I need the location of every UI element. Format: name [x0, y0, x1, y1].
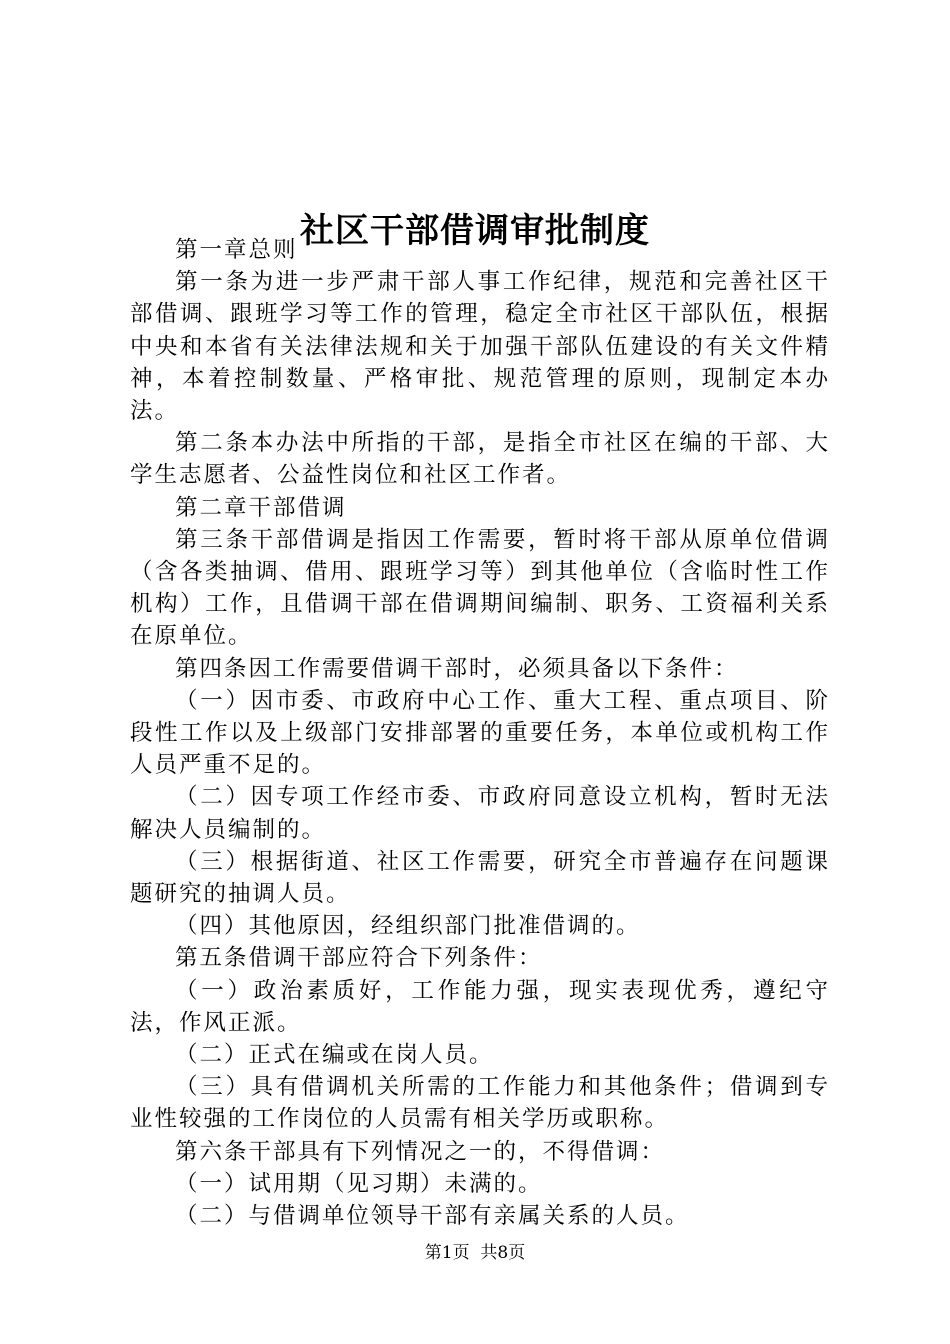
article-paragraph: 第五条借调干部应符合下列条件： [175, 945, 543, 972]
article-paragraph: 第六条干部具有下列情况之一的，不得借调： [175, 1138, 666, 1165]
list-item-paragraph: （三）具有借调机关所需的工作能力和其他条件；借调到专业性较强的工作岗位的人员需有相关学历或职称。 [130, 1074, 830, 1133]
chapter-heading: 第二章干部借调 [175, 494, 347, 521]
document-body [130, 234, 830, 1232]
list-item-paragraph: （二）与借调单位领导干部有亲属关系的人员。 [175, 1203, 690, 1230]
list-item-paragraph: （一）因市委、市政府中心工作、重大工程、重点项目、阶段性工作以及上级部门安排部署的重要任务，本单位或机构工作人员严重不足的。 [130, 687, 830, 779]
document-title: 社区干部借调审批制度 [300, 210, 650, 251]
article-paragraph: 第四条因工作需要借调干部时，必须具备以下条件： [175, 655, 739, 682]
article-paragraph: 第三条干部借调是指因工作需要，暂时将干部从原单位借调（含各类抽调、借用、跟班学习等）到其他单位（含临时性工作机构）工作，且借调干部在借调期间编制、职务、工资福利关系在原单位。 [130, 526, 830, 650]
article-paragraph: 第一条为进一步严肃干部人事工作纪律，规范和完善社区干部借调、跟班学习等工作的管理，稳定全市社区干部队伍，根据中央和本省有关法律法规和关于加强干部队伍建设的有关文件精神，本着控制数量、严格审批、规范管理的原则，现制定本办法。 [130, 269, 830, 425]
chapter-heading: 第一章总则 [175, 237, 298, 263]
list-item-paragraph: （一）试用期（见习期）未满的。 [175, 1170, 543, 1197]
article-paragraph: 第二条本办法中所指的干部，是指全市社区在编的干部、大学生志愿者、公益性岗位和社区工作者。 [130, 430, 830, 489]
list-item-paragraph: （二）因专项工作经市委、市政府同意设立机构，暂时无法解决人员编制的。 [130, 784, 830, 843]
page-indicator: 第1页 共8页 [424, 1243, 526, 1263]
list-item-paragraph: （一）政治素质好，工作能力强，现实表现优秀，遵纪守法，作风正派。 [130, 977, 830, 1036]
list-item-paragraph: （三）根据街道、社区工作需要，研究全市普遍存在问题课题研究的抽调人员。 [130, 848, 830, 908]
list-item-paragraph: （二）正式在编或在岗人员。 [175, 1042, 494, 1069]
list-item-paragraph: （四）其他原因，经组织部门批准借调的。 [175, 913, 641, 940]
page-footer [0, 1242, 950, 1264]
